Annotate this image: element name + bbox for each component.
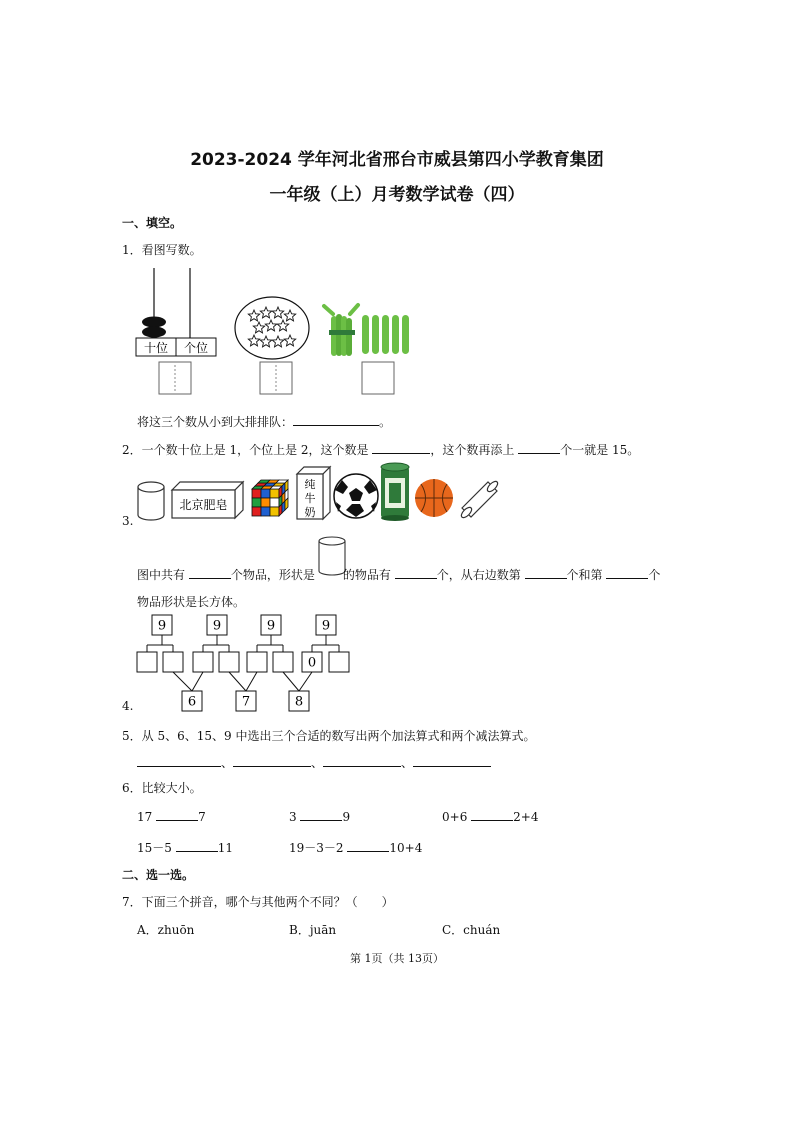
option-a[interactable]: A．zhuōn [137,923,195,937]
option-b[interactable]: B．juān [289,923,337,937]
compare-right: 7 [198,810,206,824]
soap-label: 北京肥皂 [179,498,228,512]
stick-bundle [324,305,358,356]
compare-item [442,809,538,824]
answer-blank[interactable] [293,414,379,426]
answer-box [329,652,349,672]
bottom-number-box-label: 7 [241,694,251,710]
answer-blank[interactable] [176,840,218,852]
bottom-number-box-label: 8 [294,694,304,710]
question-7-stem: 7．下面三个拼音，哪个与其他两个不同？（ ） [122,895,394,909]
single-stick [372,315,379,354]
separator: 、 [221,756,234,770]
answer-blank[interactable] [525,567,567,579]
compare-item [289,809,350,824]
answer-blank[interactable] [606,567,648,579]
star-icon [260,307,271,318]
milk-char: 奶 [304,506,316,519]
compare-right: 11 [217,841,234,855]
section-heading-choice: 二、选一选。 [122,868,195,882]
question-6-stem: 6．比较大小。 [122,781,202,795]
answer-box [163,652,183,672]
compare-item [137,839,233,856]
question-5-blanks [137,754,491,771]
answer-blank[interactable] [395,567,437,579]
q3-text: 图中共有 [137,568,186,582]
question-1-sort-line [137,413,391,430]
q3-text: 个，从右边数第 [436,568,521,582]
q2-text-2: ，这个数再添上 [430,443,515,457]
star-icon [272,336,283,347]
question-5-stem: 5．从 5、6、15、9 中选出三个合适的数写出两个加法算式和两个减法算式。 [122,729,536,743]
compare-left: 15－5 [137,841,172,855]
q3-text: 个和第 [566,568,603,582]
compare-right: 10+4 [389,841,423,855]
page-footer: 第 1页（共 13页） [350,952,444,965]
star-icon [248,310,259,321]
answer-box [137,652,157,672]
star-icon [284,335,295,346]
q2-text-1: 2．一个数十位上是 1，个位上是 2，这个数是 [122,443,369,457]
star-icon [265,320,276,331]
compare-item [289,839,422,856]
abacus-bead [142,327,166,338]
bottom-number-box-label: 6 [187,694,197,710]
abacus-tens-label: 十位 [143,341,169,355]
answer-box [273,652,293,672]
answer-blank[interactable] [137,755,221,767]
q3-text: 个 [648,568,661,582]
q3-text: 的物品有 [342,568,391,582]
separator: 、 [311,756,324,770]
compare-left: 3 [289,810,297,824]
abacus-ones-label: 个位 [183,341,209,355]
tube-cylinder-icon [460,480,500,520]
answer-box [193,652,213,672]
answer-blank[interactable] [518,442,560,454]
top-number-box-label: 9 [157,618,167,634]
answer-box [219,652,239,672]
single-stick [362,315,369,354]
answer-blank[interactable] [323,755,401,767]
answer-box-2 [260,362,292,394]
star-icon [272,307,283,318]
question-4-number: 4. [122,699,134,713]
milk-char: 牛 [304,492,316,505]
soap-box-icon [172,482,243,518]
sort-end: 。 [379,415,392,429]
question-3-line-2: 物品形状是长方体。 [137,595,246,609]
top-number-box-label: 9 [321,618,331,634]
answer-blank[interactable] [413,755,491,767]
answer-blank[interactable] [156,809,198,821]
single-stick [392,315,399,354]
milk-box-icon [297,467,330,519]
compare-right: 9 [342,810,351,824]
stars-oval-figure [235,297,309,359]
q2-text-3: 个一就是 15。 [560,443,640,457]
title-line-1: 2023-2024 学年河北省邢台市威县第四小学教育集团 [190,150,604,170]
star-icon [277,320,288,331]
star-icon [253,322,264,333]
title-line-2: 一年级（上）月考数学试卷（四） [269,185,525,205]
compare-left: 19－3－2 [289,841,344,855]
question-1-stem: 1．看图写数。 [122,243,202,257]
given-number-box-label: 0 [307,655,317,671]
answer-box [247,652,267,672]
abacus-bead [142,317,166,328]
answer-blank[interactable] [189,567,231,579]
question-3-line-1 [137,566,660,583]
cylinder-icon [138,482,164,520]
tea-can-icon [381,463,409,521]
star-icon [284,310,295,321]
section-heading-fill: 一、填空。 [122,216,183,230]
sticks-figure [324,305,409,356]
compare-right: 2+4 [513,810,539,824]
top-number-box-label: 9 [212,618,222,634]
soccer-ball-icon [334,474,378,518]
compare-left: 17 [137,810,153,824]
star-icon [248,335,259,346]
abacus-figure [136,268,216,356]
q3-text: 个物品，形状是 [230,568,315,582]
question-2 [122,441,639,458]
question-3-number: 3. [122,514,134,528]
milk-char: 纯 [304,478,316,491]
single-stick [382,315,389,354]
answer-blank[interactable] [372,442,430,454]
compare-item [137,809,206,824]
answer-blank[interactable] [471,809,513,821]
single-stick [402,315,409,354]
separator: 、 [401,756,414,770]
rubiks-cube-icon [252,480,288,516]
answer-box-1 [159,362,191,394]
answer-blank[interactable] [233,755,311,767]
answer-blank[interactable] [347,840,389,852]
basketball-icon [415,479,453,517]
top-number-box-label: 9 [266,618,276,634]
star-icon [260,336,271,347]
answer-blank[interactable] [300,809,342,821]
decomposition-figure [137,615,349,711]
option-c[interactable]: C．chuán [442,923,501,937]
compare-left: 0+6 [442,810,468,824]
answer-box-3 [362,362,394,394]
sort-prompt: 将这三个数从小到大排排队： [137,415,294,429]
